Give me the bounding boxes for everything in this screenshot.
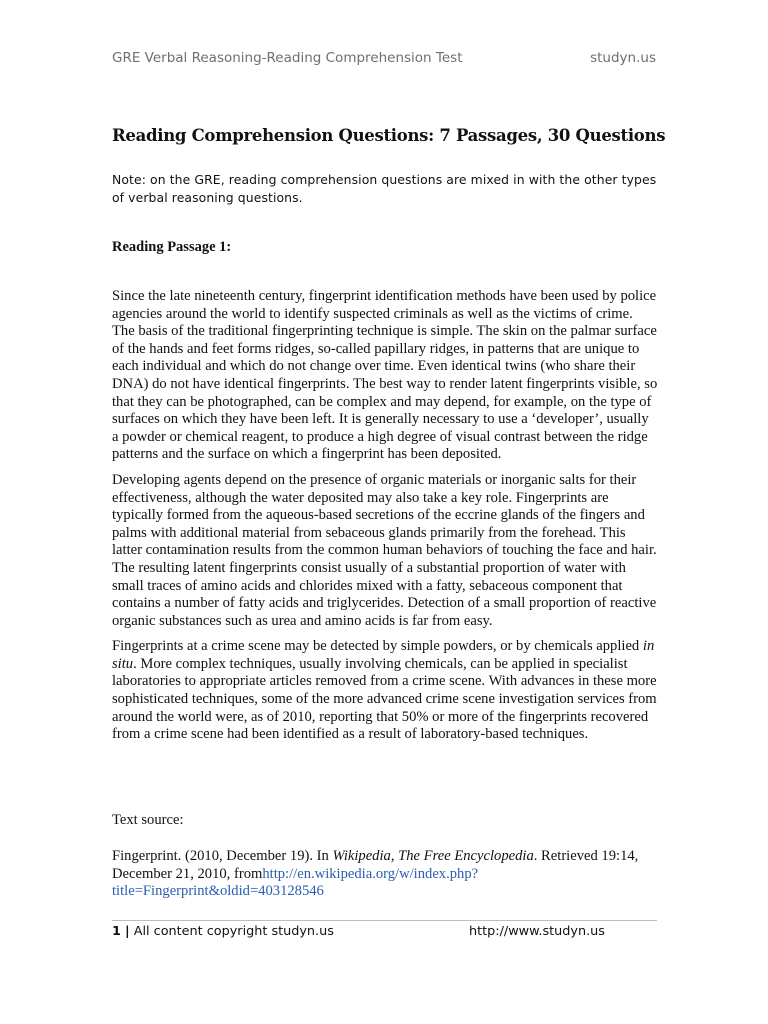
passage-paragraph-2: Developing agents depend on the presence of organic materials or inorganic salts for their effectiveness, although the water deposited may also take a key role. Fingerprints are typically formed from the aqueous-based secretions of the eccrine glands of the fingers and palms with additional material from sebaceous glands primarily from the forehead. This latter contamination results from the common human behaviors of touching the face and hair. The resulting latent fingerprints consist usually of a substantial proportion of water with small traces of amino acids and chlorides mixed with a fatty, sebaceous component that contains a number of fatty acids and triglycerides. Detection of a small proportion of reactive organic substances such as urea and amino acids is far from easy. (112, 471, 657, 629)
paragraph-3-text-start: Fingerprints at a crime scene may be detected by simple powders, or by chemicals applied (112, 638, 643, 655)
citation (112, 848, 658, 901)
citation-middle: . Retrieved 19:14, December 21, 2010, from (112, 848, 639, 882)
source-label: Text source: (112, 812, 184, 828)
footer-divider (112, 920, 657, 921)
citation-italic: Wikipedia, The Free Encyclopedia (332, 848, 534, 864)
footer-separator: | (124, 924, 130, 939)
citation-prefix: Fingerprint. (2010, December 19). In (112, 848, 333, 864)
page-title: Reading Comprehension Questions: 7 Passages, 30 Questions (112, 126, 666, 145)
header-title: GRE Verbal Reasoning-Reading Comprehension Test (112, 50, 463, 66)
paragraph-3-text-end: . More complex techniques, usually involving chemicals, can be applied in specialist laboratories to appropriate articles removed from a crime scene. With advances in these more sophisticated techniques, some of the more advanced crime scene investigation services from around the world were, as of 2010, reporting that 50% or more of the fingerprints recovered from a crime scene had been identified as a result of laboratory-based techniques. (112, 655, 657, 743)
passage-paragraph-3 (112, 638, 658, 744)
note-text: Note: on the GRE, reading comprehension questions are mixed in with the other types of verbal reasoning questions. (112, 172, 657, 205)
citation-link[interactable]: http://en.wikipedia.org/w/index.php?title=Fingerprint&oldid=403128546 (112, 865, 479, 900)
page-footer (112, 924, 657, 944)
paragraph-3-italic: in situ (112, 638, 655, 672)
footer-copyright: All content copyright studyn.us (133, 924, 334, 939)
header-site: studyn.us (590, 50, 656, 66)
passage-heading: Reading Passage 1: (112, 239, 232, 255)
footer-url: http://www.studyn.us (469, 924, 605, 939)
passage-paragraph-1: Since the late nineteenth century, fingerprint identification methods have been used by police agencies around the world to identify suspected criminals as well as the victims of crime. The basis of the traditional fingerprinting technique is simple. The skin on the palmar surface of the hands and feet forms ridges, so-called papillary ridges, in patterns that are unique to each individual and which do not change over time. Even identical twins (who share their DNA) do not have identical fingerprints. The best way to render latent fingerprints visible, so that they can be photographed, can be complex and may depend, for example, on the type of surfaces on which they have been left. It is generally necessary to use a ‘developer’, usually a powder or chemical reagent, to produce a high degree of visual contrast between the ridge patterns and the surface on which a fingerprint has been deposited. (112, 288, 658, 463)
page-number: 1 (112, 924, 121, 939)
page-header (112, 50, 656, 72)
passage-body (112, 288, 658, 752)
